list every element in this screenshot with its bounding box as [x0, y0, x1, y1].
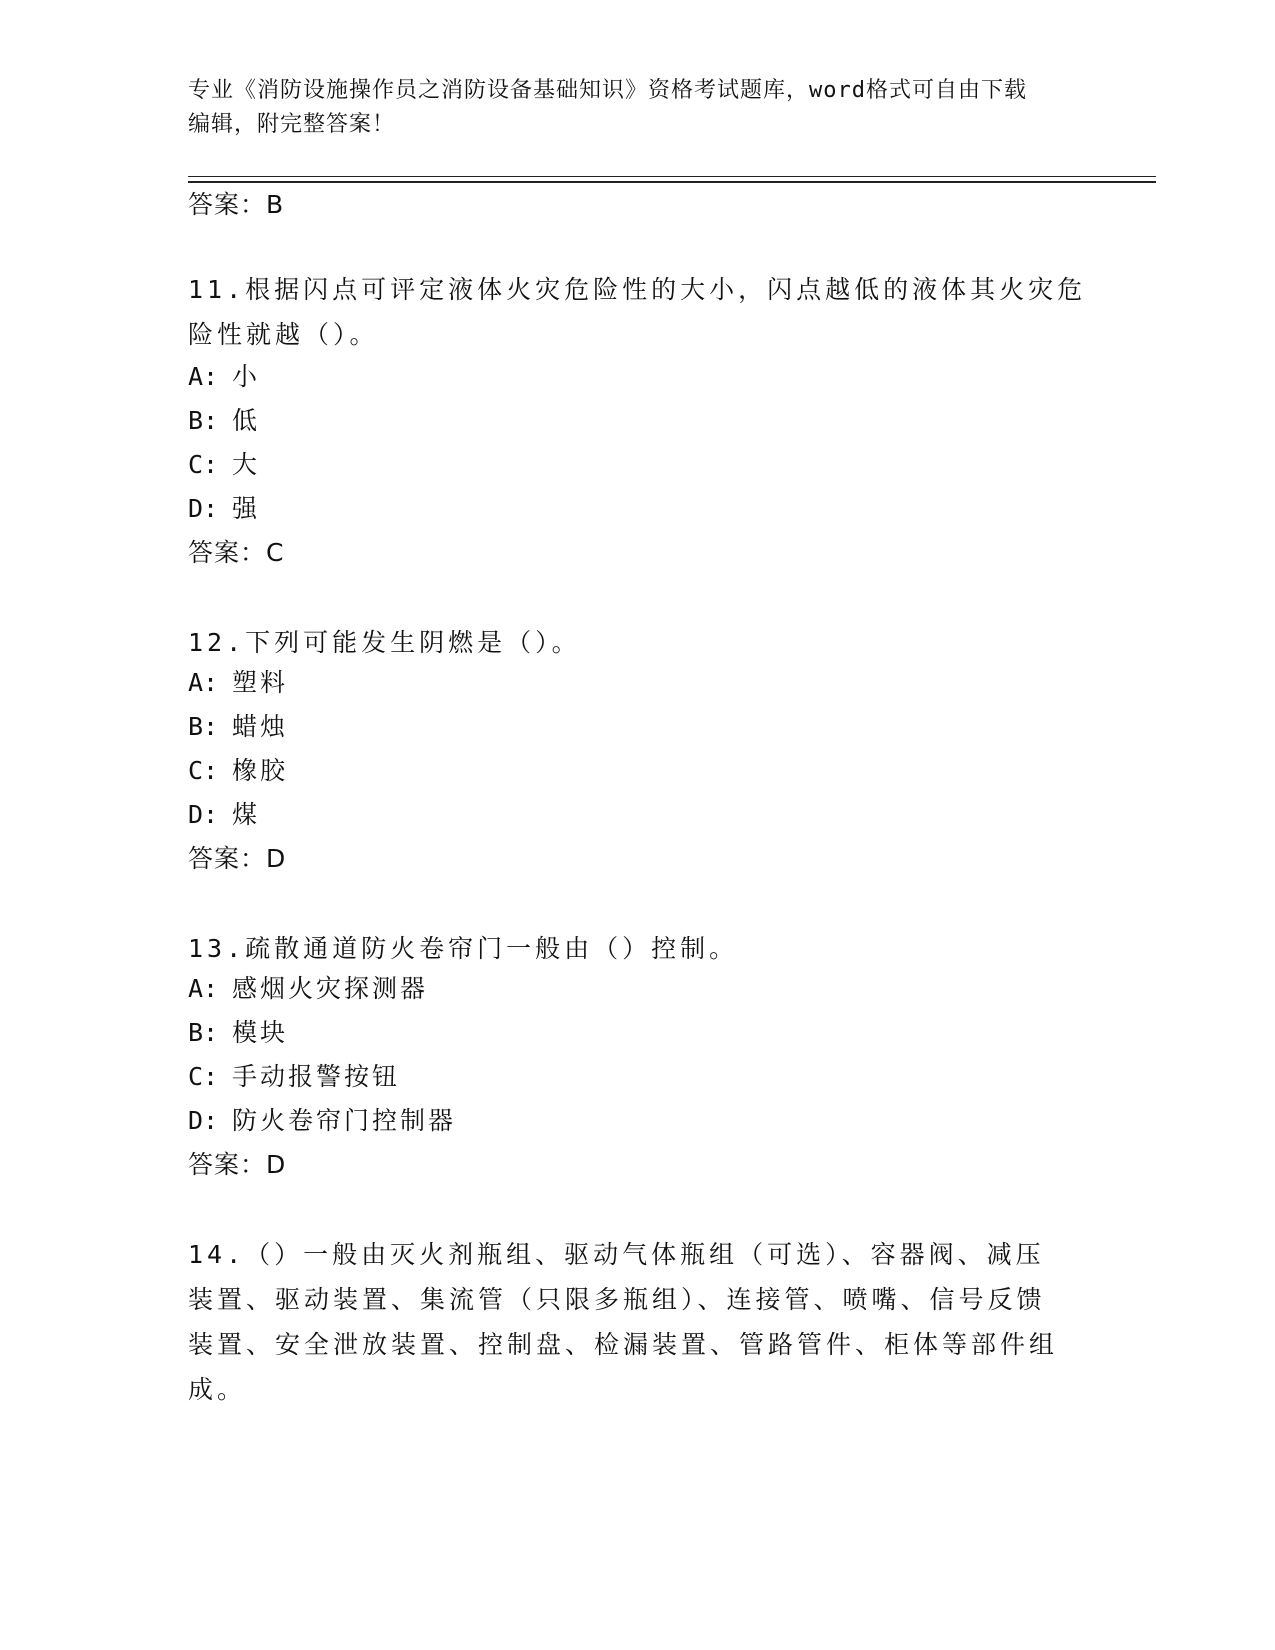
option-text: 大 [232, 450, 261, 479]
option-text: 手动报警按钮 [232, 1062, 401, 1091]
option-text: 塑料 [232, 668, 289, 697]
option-text: 模块 [232, 1018, 289, 1047]
option-text: 强 [232, 494, 261, 523]
option-text: 防火卷帘门控制器 [232, 1106, 457, 1135]
option-letter: C: [188, 450, 219, 479]
option-letter: D: [188, 800, 219, 829]
option-text: 煤 [232, 800, 261, 829]
header-divider-thick [188, 181, 1156, 183]
answer-12: 答案：D [188, 844, 287, 873]
option-letter: B: [188, 1018, 219, 1047]
question-14-stem: 14.（）一般由灭火剂瓶组、驱动气体瓶组（可选）、容器阀、减压装置、驱动装置、集流管（只限多瓶组）、连接管、喷嘴、信号反馈装置、安全泄放装置、控制盘、检漏装置、管路管件、柜体等部件组成。 [188, 1240, 1059, 1404]
document-header: 专业《消防设施操作员之消防设备基础知识》资格考试题库，word格式可自由下载编辑，附完整答案！ [188, 78, 1027, 137]
question-13-stem: 13.疏散通道防火卷帘门一般由（）控制。 [188, 934, 739, 963]
question-12-option-b [188, 710, 288, 744]
option-letter: A: [188, 362, 219, 391]
option-letter: C: [188, 756, 219, 785]
option-letter: B: [188, 712, 219, 741]
question-11-option-a [188, 360, 260, 394]
option-text: 低 [232, 406, 261, 435]
answer-13: 答案：D [188, 1150, 287, 1179]
question-12-option-c [188, 754, 288, 788]
option-text: 蜡烛 [232, 712, 289, 741]
question-11-stem: 11.根据闪点可评定液体火灾危险性的大小，闪点越低的液体其火灾危险性就越（）。 [188, 275, 1087, 349]
answer-10: 答案：B [188, 190, 285, 219]
question-13-option-b [188, 1016, 288, 1050]
option-letter: A: [188, 974, 219, 1003]
answer-11: 答案：C [188, 538, 285, 567]
question-13-option-d [188, 1104, 456, 1138]
question-13-option-c [188, 1060, 400, 1094]
option-text: 小 [232, 362, 261, 391]
question-12-option-a [188, 666, 288, 700]
document-page [188, 0, 1158, 1650]
option-text: 感烟火灾探测器 [232, 974, 429, 1003]
question-12-option-d [188, 798, 260, 832]
question-13-option-a [188, 972, 428, 1006]
option-letter: D: [188, 494, 219, 523]
option-letter: B: [188, 406, 219, 435]
question-11-option-b [188, 404, 260, 438]
question-12-stem: 12.下列可能发生阴燃是（）。 [188, 628, 581, 657]
question-11-option-d [188, 492, 260, 526]
option-letter: A: [188, 668, 219, 697]
option-text: 橡胶 [232, 756, 289, 785]
option-letter: D: [188, 1106, 219, 1135]
option-letter: C: [188, 1062, 219, 1091]
header-divider-thin [188, 176, 1156, 177]
question-11-option-c [188, 448, 260, 482]
